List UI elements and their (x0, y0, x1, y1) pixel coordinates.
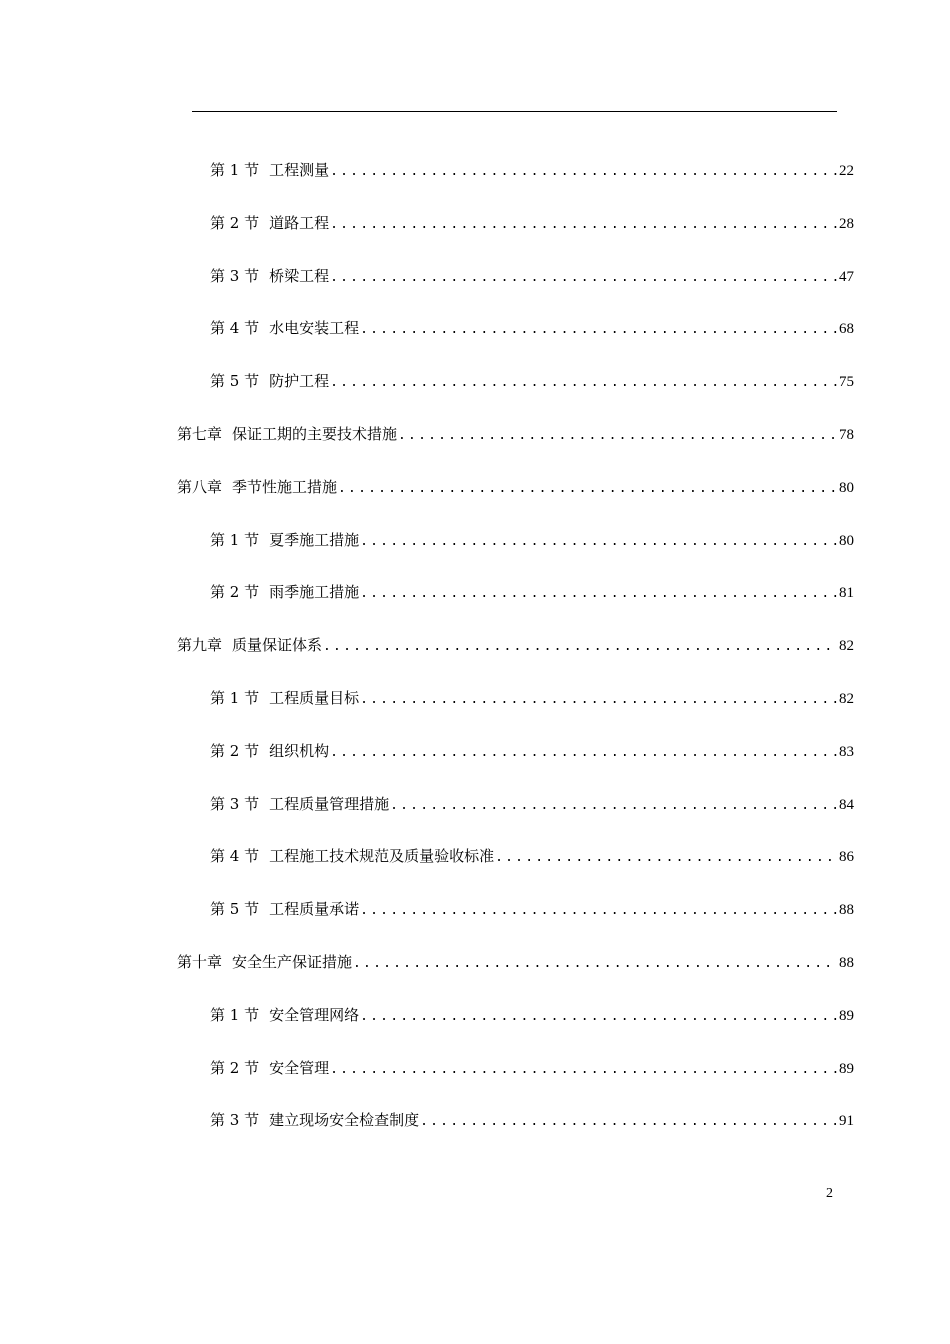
toc-entry[interactable] (210, 580, 854, 604)
toc-entry-page: 82 (839, 638, 854, 655)
toc-entry-label (210, 264, 330, 288)
toc-entry-label (210, 316, 360, 340)
toc-entry-page: 75 (839, 374, 854, 391)
toc-entry-number: 第 2 节 (210, 741, 260, 760)
toc-entry[interactable] (210, 739, 854, 763)
toc-entry-label (210, 1003, 360, 1027)
toc-entry-number: 第 1 节 (210, 161, 260, 179)
toc-entry-number: 第 3 节 (210, 794, 260, 813)
toc-dot-leader (330, 213, 837, 237)
toc-entry-title: 组织机构 (269, 741, 330, 760)
toc-entry-number: 第 2 节 (210, 583, 260, 602)
toc-entry-page: 91 (839, 1113, 854, 1130)
toc-entry-label (210, 528, 360, 552)
toc-entry-page: 82 (839, 691, 854, 707)
header-rule (192, 111, 837, 112)
toc-entry[interactable] (210, 369, 854, 393)
toc-dot-leader (390, 794, 837, 818)
toc-entry-page: 86 (839, 849, 854, 866)
toc-entry-number: 第 3 节 (210, 266, 260, 285)
toc-entry-page: 88 (839, 955, 854, 971)
toc-entry-page: 68 (839, 321, 854, 338)
toc-entry-number: 第 5 节 (210, 372, 260, 391)
toc-entry-number: 第七章 (177, 425, 223, 443)
toc-entry-title: 雨季施工措施 (269, 583, 360, 602)
toc-entry-title: 夏季施工措施 (269, 530, 360, 549)
toc-dot-leader (330, 371, 837, 395)
toc-entry-title: 桥梁工程 (269, 266, 330, 285)
toc-entry-label (177, 633, 323, 657)
toc-entry-label (210, 211, 330, 235)
toc-entry-number: 第 4 节 (210, 319, 260, 338)
toc-entry-title: 道路工程 (269, 213, 330, 232)
toc-entry-title: 工程测量 (269, 161, 330, 179)
toc-dot-leader (360, 582, 837, 606)
toc-entry-page: 89 (839, 1060, 854, 1077)
toc-entry-title: 安全管理 (269, 1058, 330, 1077)
toc-entry-number: 第八章 (177, 477, 223, 496)
toc-entry-number: 第 1 节 (210, 1005, 260, 1024)
toc-entry-page: 83 (839, 743, 854, 760)
toc-entry-label (177, 422, 398, 446)
toc-dot-leader (360, 688, 837, 712)
toc-entry-label (177, 475, 338, 499)
toc-dot-leader (353, 952, 837, 976)
toc-entry[interactable] (210, 1108, 854, 1132)
toc-entry-number: 第十章 (177, 953, 223, 971)
toc-entry[interactable] (210, 686, 854, 710)
toc-dot-leader (360, 530, 837, 554)
toc-entry-title: 季节性施工措施 (232, 477, 338, 496)
toc-entry-page: 47 (839, 268, 854, 285)
toc-entry-title: 建立现场安全检查制度 (269, 1111, 420, 1130)
toc-entry-page: 22 (839, 163, 854, 179)
toc-entry[interactable] (210, 1003, 854, 1027)
toc-entry[interactable] (210, 211, 854, 235)
toc-entry-number: 第 5 节 (210, 900, 260, 919)
toc-entry[interactable] (210, 528, 854, 552)
toc-dot-leader (360, 318, 837, 342)
toc-entry[interactable] (210, 264, 854, 288)
toc-entry[interactable] (210, 158, 854, 182)
toc-entry-number: 第 2 节 (210, 213, 260, 232)
toc-entry-number: 第 1 节 (210, 689, 260, 707)
toc-entry-page: 89 (839, 1007, 854, 1024)
toc-entry[interactable] (177, 950, 854, 974)
page-number: 2 (826, 1186, 833, 1201)
toc-dot-leader (330, 1058, 837, 1082)
toc-entry-number: 第 3 节 (210, 1111, 260, 1130)
toc-dot-leader (330, 160, 837, 184)
toc-entry-title: 工程质量承诺 (269, 900, 360, 919)
toc-entry-number: 第九章 (177, 636, 223, 655)
toc-entry[interactable] (210, 792, 854, 816)
toc-entry-label (210, 792, 390, 816)
toc-entry-title: 防护工程 (269, 372, 330, 391)
toc-entry-label (210, 1108, 420, 1132)
toc-entry-number: 第 1 节 (210, 530, 260, 549)
toc-entry-label (210, 580, 360, 604)
toc-entry-label (210, 844, 495, 868)
toc-dot-leader (420, 1110, 837, 1134)
toc-entry-title: 工程质量目标 (269, 689, 360, 707)
toc-entry-page: 80 (839, 532, 854, 549)
toc-dot-leader (330, 266, 837, 290)
toc-entry-page: 80 (839, 479, 854, 496)
toc-entry-label (210, 686, 360, 710)
toc-entry[interactable] (210, 844, 854, 868)
toc-entry-label (177, 950, 353, 974)
toc-entry[interactable] (177, 633, 854, 657)
toc-dot-leader (330, 741, 837, 765)
toc-entry-title: 保证工期的主要技术措施 (232, 425, 398, 443)
toc-entry-title: 工程质量管理措施 (269, 794, 390, 813)
toc-entry-page: 81 (839, 585, 854, 602)
toc-entry-title: 水电安装工程 (269, 319, 360, 338)
toc-dot-leader (495, 846, 837, 870)
toc-entry-title: 工程施工技术规范及质量验收标准 (269, 847, 495, 866)
toc-entry-page: 78 (839, 427, 854, 443)
toc-entry-page: 88 (839, 902, 854, 919)
toc-entry[interactable] (210, 1056, 854, 1080)
toc-entry-label (210, 1056, 330, 1080)
toc-dot-leader (360, 899, 837, 923)
toc-entry-title: 质量保证体系 (232, 636, 323, 655)
toc-entry[interactable] (177, 422, 854, 446)
toc-entry-page: 84 (839, 796, 854, 813)
toc-entry-title: 安全管理网络 (269, 1005, 360, 1024)
toc-dot-leader (338, 477, 837, 501)
toc-dot-leader (360, 1005, 837, 1029)
toc-entry-title: 安全生产保证措施 (232, 953, 353, 971)
toc-entry-number: 第 4 节 (210, 847, 260, 866)
toc-dot-leader (398, 424, 837, 448)
toc-entry-label (210, 369, 330, 393)
toc-entry[interactable] (177, 475, 854, 499)
toc-entry-number: 第 2 节 (210, 1058, 260, 1077)
toc-entry-label (210, 897, 360, 921)
toc-entry[interactable] (210, 897, 854, 921)
toc-entry[interactable] (210, 316, 854, 340)
toc-dot-leader (323, 635, 837, 659)
toc-entry-label (210, 158, 330, 182)
toc-entry-label (210, 739, 330, 763)
toc-entry-page: 28 (839, 215, 854, 232)
